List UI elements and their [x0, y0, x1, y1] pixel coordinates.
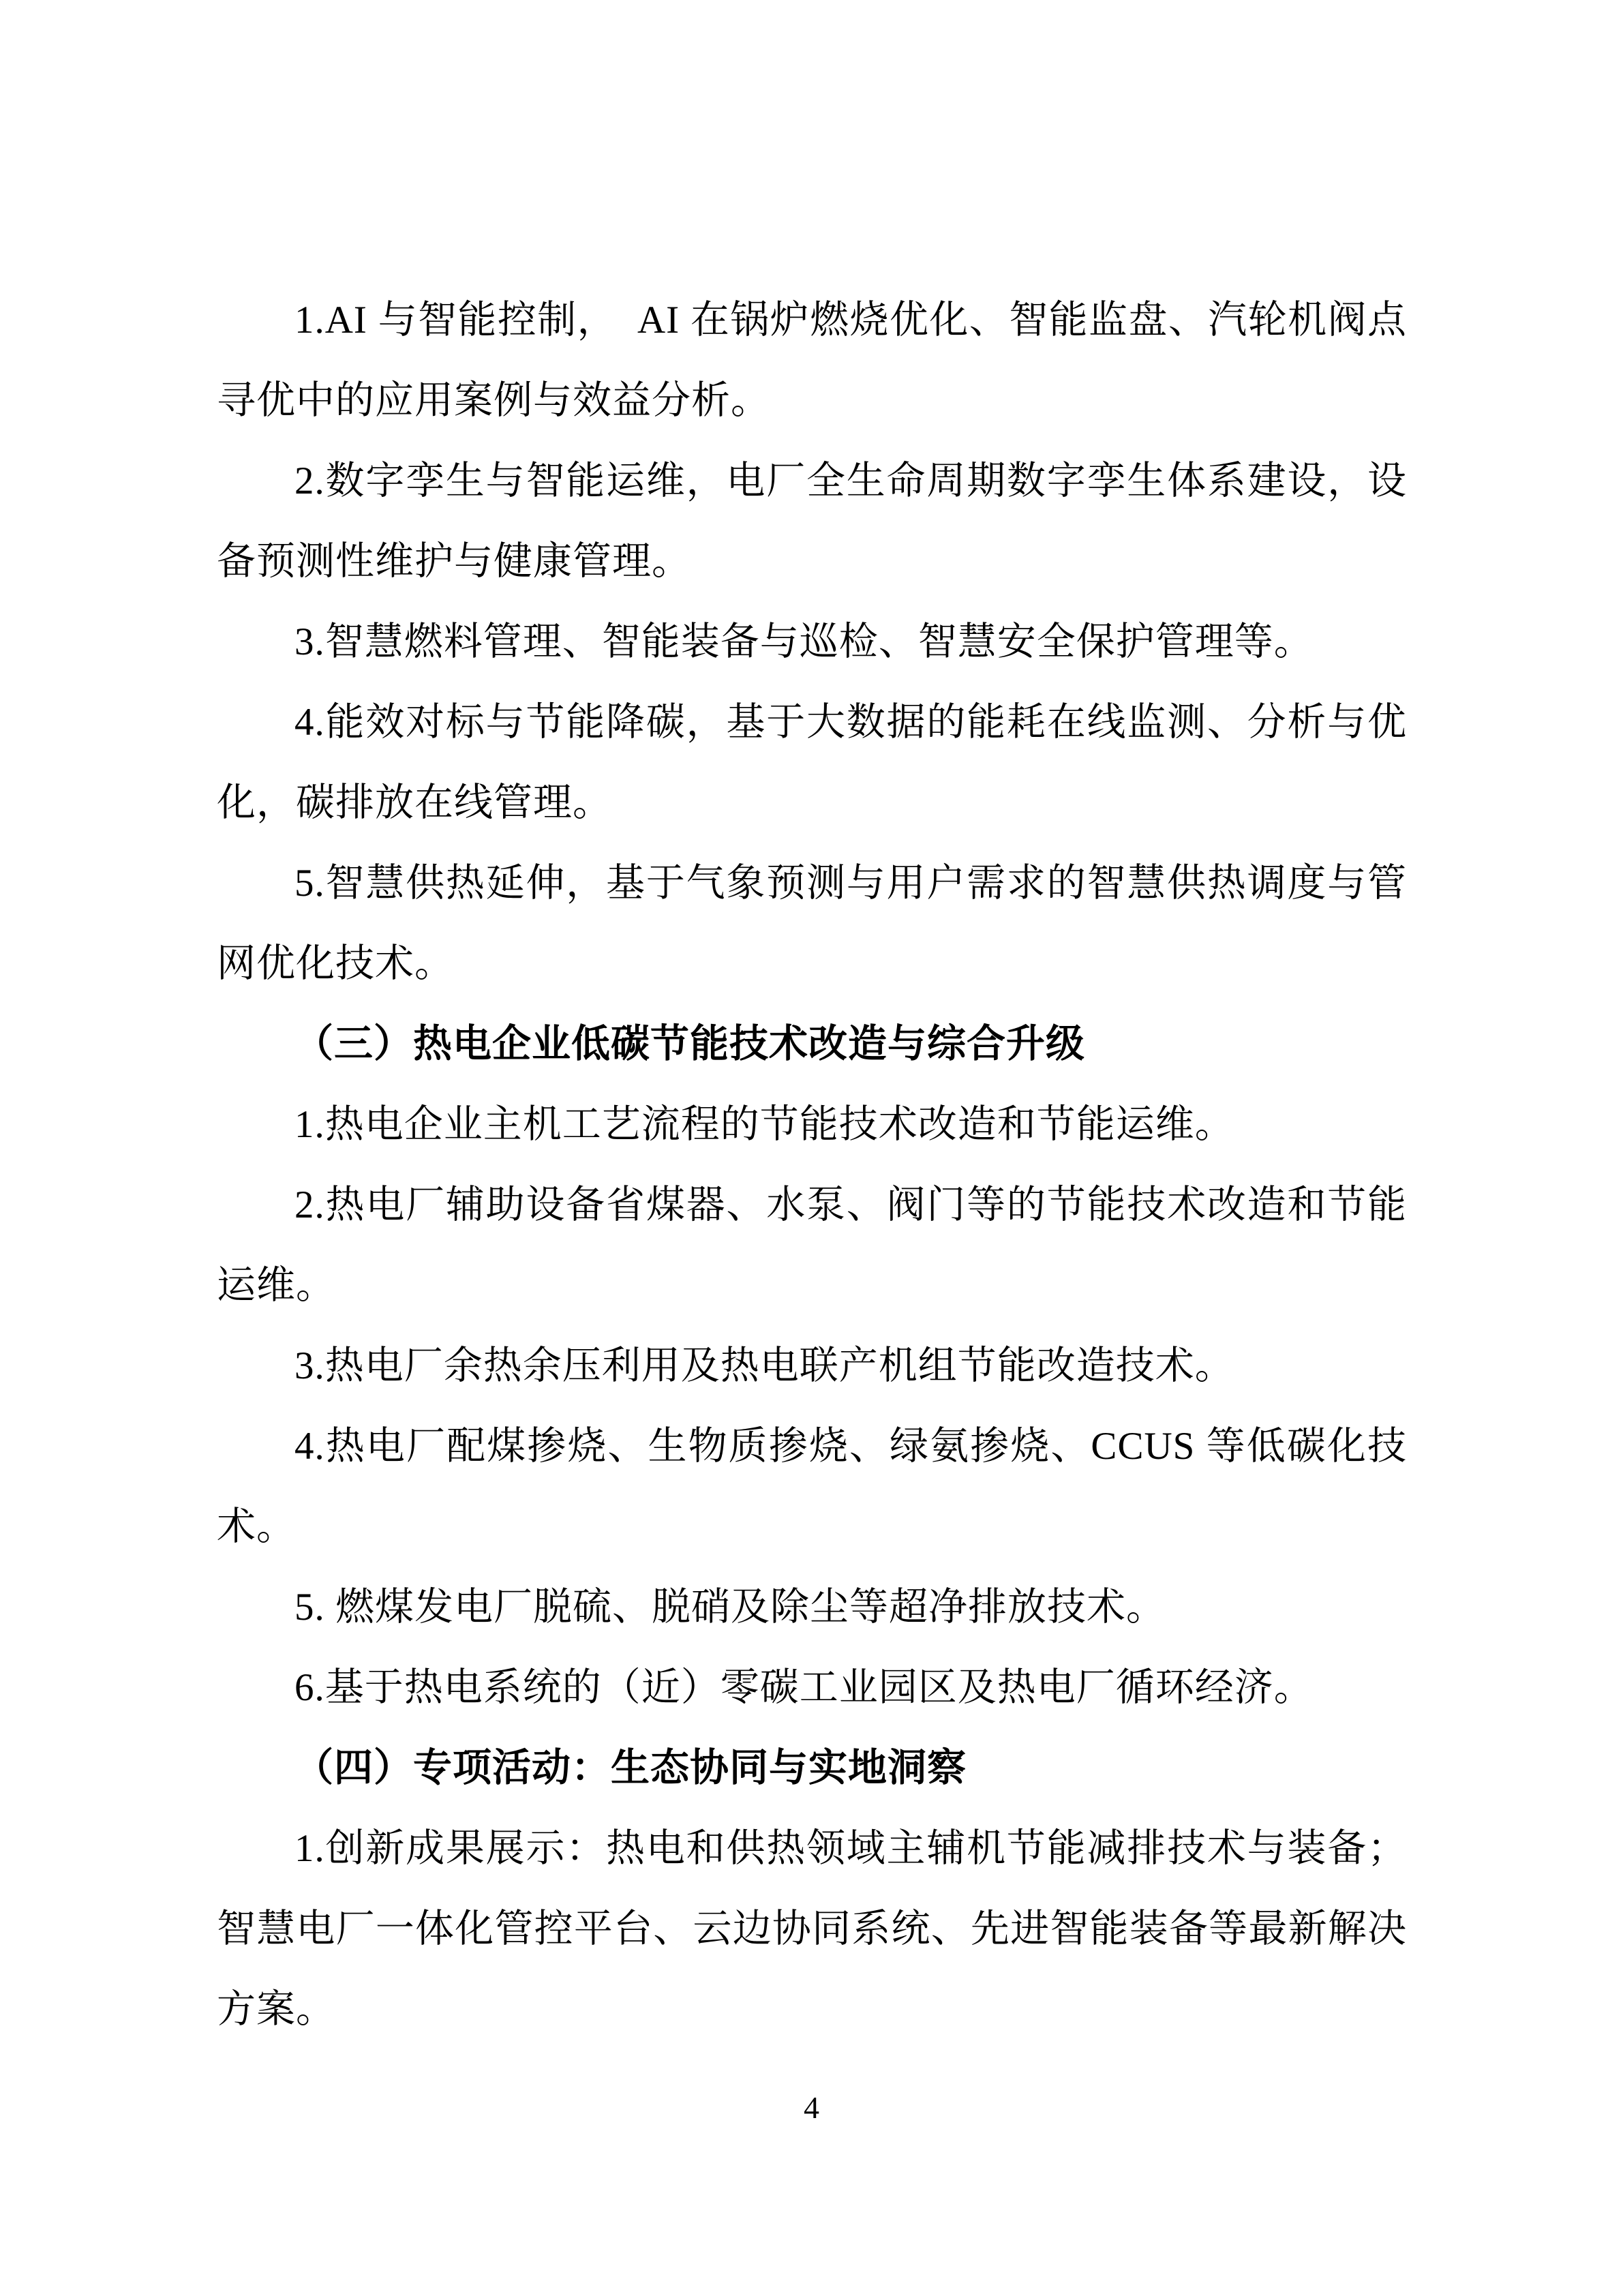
paragraph-smart-fuel: 3.智慧燃料管理、智能装备与巡检、智慧安全保护管理等。 — [294, 620, 1314, 663]
section-heading-four: （四）专项活动：生态协同与实地洞察 — [294, 1747, 967, 1789]
paragraph-auxiliary-equipment: 2.热电厂辅助设备省煤器、水泵、阀门等的节能技术改造和节能运维。 — [217, 1183, 1407, 1307]
paragraph-low-carbon-tech: 4.热电厂配煤掺烧、生物质掺烧、绿氨掺烧、CCUS 等低碳化技术。 — [217, 1425, 1407, 1548]
paragraph-innovation-showcase: 1.创新成果展示：热电和供热领域主辅机节能减排技术与装备；智慧电厂一体化管控平台、云边协同系统、先进智能装备等最新解决方案。 — [217, 1827, 1407, 2031]
section-heading-three: （三）热电企业低碳节能技术改造与综合升级 — [294, 1023, 1085, 1066]
paragraph-zero-carbon-park: 6.基于热电系统的（近）零碳工业园区及热电厂循环经济。 — [294, 1666, 1314, 1709]
paragraph-waste-heat: 3.热电厂余热余压利用及热电联产机组节能改造技术。 — [294, 1344, 1234, 1387]
page-number: 4 — [804, 2090, 819, 2125]
paragraph-energy-benchmark: 4.能效对标与节能降碳，基于大数据的能耗在线监测、分析与优化，碳排放在线管理。 — [217, 701, 1407, 824]
paragraph-main-process: 1.热电企业主机工艺流程的节能技术改造和节能运维。 — [294, 1103, 1234, 1146]
paragraph-smart-heating: 5.智慧供热延伸，基于气象预测与用户需求的智慧供热调度与管网优化技术。 — [217, 862, 1407, 985]
paragraph-ultra-clean: 5. 燃煤发电厂脱硫、脱硝及除尘等超净排放技术。 — [294, 1586, 1166, 1629]
document-body — [217, 280, 1407, 2050]
paragraph-digital-twin: 2.数字孪生与智能运维，电厂全生命周期数字孪生体系建设，设备预测性维护与健康管理。 — [217, 459, 1407, 583]
paragraph-ai-control: 1.AI 与智能控制， AI 在锅炉燃烧优化、智能监盘、汽轮机阀点寻优中的应用案例与效益分析。 — [217, 299, 1407, 422]
